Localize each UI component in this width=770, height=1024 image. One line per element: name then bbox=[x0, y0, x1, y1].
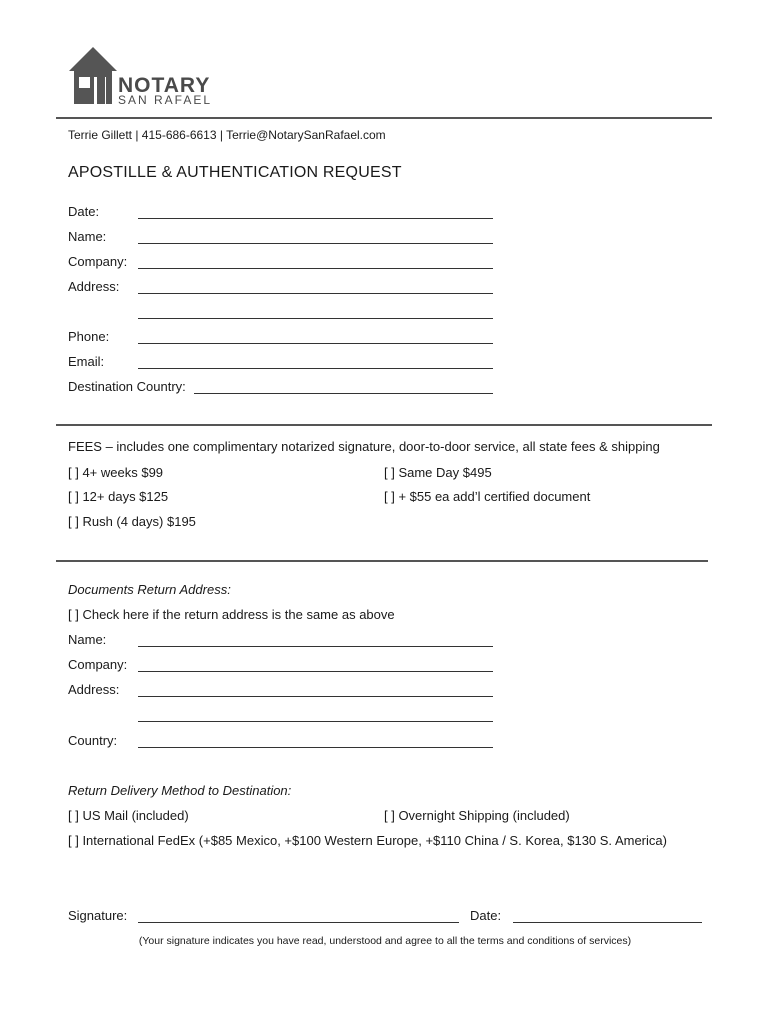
return-company-label: Company: bbox=[68, 657, 128, 672]
phone-label: Phone: bbox=[68, 329, 110, 344]
address-field-line2[interactable] bbox=[138, 318, 493, 319]
house-icon bbox=[66, 44, 120, 106]
name-field[interactable] bbox=[138, 243, 493, 244]
signature-date-label: Date: bbox=[470, 908, 502, 923]
return-country-field[interactable] bbox=[138, 747, 493, 748]
fees-divider bbox=[56, 424, 712, 426]
logo bbox=[66, 44, 216, 108]
signature-date-field[interactable] bbox=[513, 922, 702, 923]
delivery-option-overnight[interactable]: [ ] Overnight Shipping (included) bbox=[384, 808, 570, 823]
date-field[interactable] bbox=[138, 218, 493, 219]
date-label: Date: bbox=[68, 204, 100, 219]
logo-subname: SAN RAFAEL bbox=[118, 93, 213, 107]
page-title: APOSTILLE & AUTHENTICATION REQUEST bbox=[68, 164, 402, 181]
name-label: Name: bbox=[68, 229, 107, 244]
fee-option-same-day[interactable]: [ ] Same Day $495 bbox=[384, 465, 492, 480]
return-address-field-line1[interactable] bbox=[138, 696, 493, 697]
return-heading: Documents Return Address: bbox=[68, 582, 231, 597]
destination-country-field[interactable] bbox=[194, 393, 493, 394]
return-name-field[interactable] bbox=[138, 646, 493, 647]
delivery-option-us-mail[interactable]: [ ] US Mail (included) bbox=[68, 808, 189, 823]
fee-option-additional-document[interactable]: [ ] + $55 ea add’l certified document bbox=[384, 489, 591, 504]
header-divider bbox=[56, 117, 712, 119]
address-label: Address: bbox=[68, 279, 120, 294]
signature-label: Signature: bbox=[68, 908, 128, 923]
contact-line: Terrie Gillett | 415-686-6613 | Terrie@NotarySanRafael.com bbox=[68, 128, 386, 142]
return-address-field-line2[interactable] bbox=[138, 721, 493, 722]
destination-country-label: Destination Country: bbox=[68, 379, 186, 394]
return-address-label: Address: bbox=[68, 682, 120, 697]
return-company-field[interactable] bbox=[138, 671, 493, 672]
return-country-label: Country: bbox=[68, 733, 118, 748]
email-label: Email: bbox=[68, 354, 105, 369]
return-divider bbox=[56, 560, 708, 562]
phone-field[interactable] bbox=[138, 343, 493, 344]
same-address-checkbox[interactable]: [ ] Check here if the return address is the same as above bbox=[68, 607, 395, 622]
delivery-option-intl-fedex[interactable]: [ ] International FedEx (+$85 Mexico, +$100 Western Europe, +$110 China / S. Korea, $130 S. America) bbox=[68, 833, 667, 848]
signature-note: (Your signature indicates you have read, understood and agree to all the terms and conditions of services) bbox=[138, 935, 632, 947]
company-label: Company: bbox=[68, 254, 128, 269]
fee-option-12-days[interactable]: [ ] 12+ days $125 bbox=[68, 489, 169, 504]
email-field[interactable] bbox=[138, 368, 493, 369]
fees-heading: FEES – includes one complimentary notarized signature, door-to-door service, all state fees & shipping bbox=[68, 439, 660, 454]
return-name-label: Name: bbox=[68, 632, 107, 647]
logo-name: NOTARY bbox=[118, 74, 211, 97]
delivery-heading: Return Delivery Method to Destination: bbox=[68, 783, 292, 798]
company-field[interactable] bbox=[138, 268, 493, 269]
signature-field[interactable] bbox=[138, 922, 459, 923]
fee-option-rush[interactable]: [ ] Rush (4 days) $195 bbox=[68, 514, 196, 529]
address-field-line1[interactable] bbox=[138, 293, 493, 294]
fee-option-4-weeks[interactable]: [ ] 4+ weeks $99 bbox=[68, 465, 164, 480]
